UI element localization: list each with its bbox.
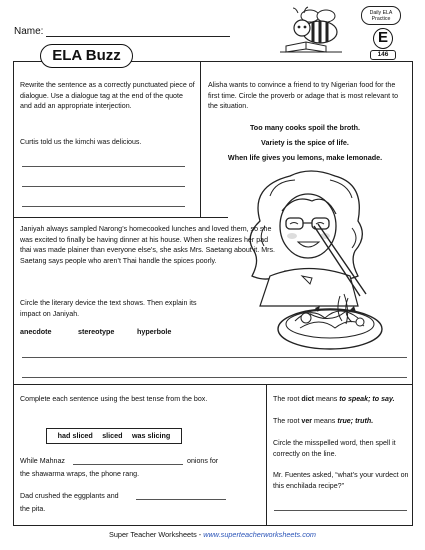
girl-eating-noodles-illustration <box>240 166 390 380</box>
answer-line[interactable] <box>22 166 185 167</box>
sentence1-middle: onions for <box>187 457 219 465</box>
fill-in-blank[interactable] <box>73 464 183 465</box>
divider-top-vertical <box>200 61 201 217</box>
root-ver-definition <box>273 416 409 427</box>
root-label: The root <box>273 417 300 425</box>
proverb-option[interactable]: When life gives you lemons, make lemonade. <box>227 153 383 162</box>
literary-device-option[interactable]: stereotype <box>78 327 115 336</box>
bee-reading-illustration <box>280 6 360 56</box>
tense-option: had sliced <box>57 431 93 440</box>
tense-word-box <box>46 428 182 444</box>
answer-line[interactable] <box>22 377 407 378</box>
spelling-instructions: Circle the misspelled word, then spell it correctly on the line. <box>273 439 396 458</box>
daily-practice-label: Daily ELA Practice <box>361 6 401 25</box>
root-word-ver: ver <box>301 417 313 425</box>
proverb-option[interactable]: Too many cooks spoil the broth. <box>249 123 361 132</box>
means-label: means <box>316 395 338 403</box>
root-dict-definition <box>273 394 409 405</box>
level-letter-badge: E <box>373 28 393 49</box>
sentence2-end: the pita. <box>20 505 46 513</box>
means-label: means <box>314 417 336 425</box>
tense-instructions: Complete each sentence using the best tense from the box. <box>20 395 208 403</box>
footer <box>0 530 425 539</box>
root-meaning: to speak; to say. <box>339 395 395 403</box>
divider-bottom-vertical <box>266 384 267 526</box>
answer-line[interactable] <box>22 206 185 207</box>
dialogue-instructions: Rewrite the sentence as a correctly punctuated piece of dialogue. Use a dialogue tag at the end of the quote and add an appropriate interjection. <box>20 81 195 111</box>
proverb-instructions: Alisha wants to convince a friend to try Nigerian food for the first time. Circle the proverb or adage that is most relevant to the situation. <box>208 81 399 111</box>
sentence1-start: While Mahnaz <box>20 457 65 465</box>
dialogue-sentence: Curtis told us the kimchi was delicious. <box>20 138 142 146</box>
tense-option: sliced <box>102 431 123 440</box>
divider-row2 <box>13 384 413 385</box>
name-label: Name: <box>14 26 44 37</box>
name-field-line[interactable] <box>46 36 230 37</box>
root-meaning: true; truth. <box>337 417 374 425</box>
proverb-option[interactable]: Variety is the spice of life. <box>261 138 349 147</box>
answer-line[interactable] <box>274 510 407 511</box>
sentence1-end: the shawarma wraps, the phone rang. <box>20 470 140 478</box>
literary-device-instructions: Circle the literary device the text shows. Then explain its impact on Janiyah. <box>20 299 197 318</box>
fill-in-blank[interactable] <box>136 499 226 500</box>
literary-device-option[interactable]: hyperbole <box>137 327 172 336</box>
spelling-sentence: Mr. Fuentes asked, “what’s your vurdect on this enchilada recipe?” <box>273 471 409 490</box>
answer-line[interactable] <box>22 186 185 187</box>
tense-option: was slicing <box>131 431 171 440</box>
answer-line[interactable] <box>22 357 407 358</box>
literary-device-passage: Janiyah always sampled Narong’s homecooked lunches and loved them, so she was excited to finally be having dinner at his house. When she realizes her pad thai was made plainer than everyone else’s, she asks Mrs. Saetang about it. Mrs. Saetang says people who aren’t Thai handle the spices poorly. <box>20 225 275 265</box>
literary-device-option[interactable]: anecdote <box>20 327 52 336</box>
worksheet-number-badge: 146 <box>370 50 396 60</box>
root-label: The root <box>273 395 300 403</box>
page-title: ELA Buzz <box>40 44 133 68</box>
divider-row1 <box>13 217 228 218</box>
root-word-dict: dict <box>301 395 315 403</box>
footer-link[interactable]: www.superteacherworksheets.com <box>203 530 316 539</box>
footer-text: Super Teacher Worksheets - <box>109 530 202 539</box>
sentence2-start: Dad crushed the eggplants and <box>20 492 119 500</box>
